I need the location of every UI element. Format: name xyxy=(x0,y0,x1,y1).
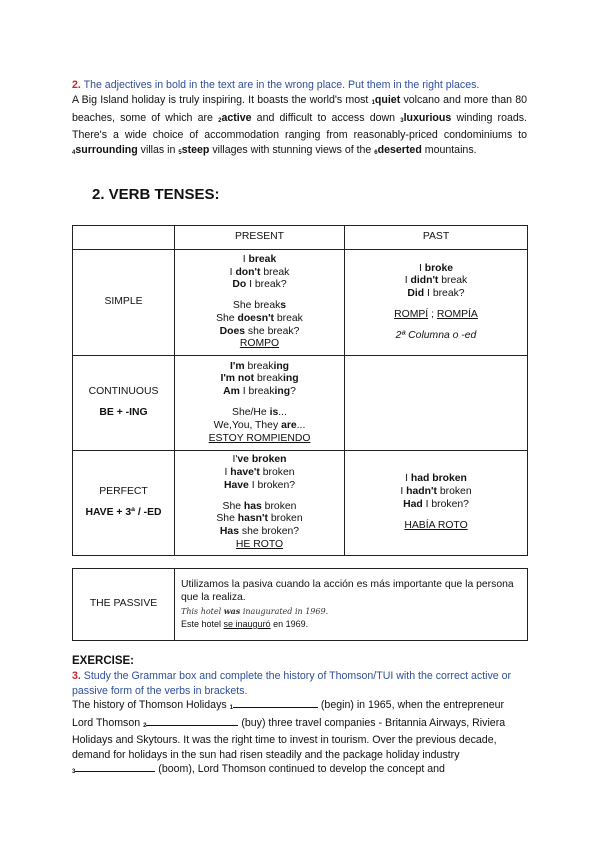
text-segment: m xyxy=(235,360,245,372)
text-segment: break xyxy=(244,360,274,372)
text-segment: I' xyxy=(232,454,238,466)
text-segment: I break? xyxy=(424,288,465,300)
text-segment: demand for holidays in the sun had risen steadily and the package holiday industry xyxy=(72,748,460,761)
text-segment: HE ROTO xyxy=(235,538,284,550)
passive-example-en xyxy=(181,605,521,619)
text-segment: I break xyxy=(239,386,275,398)
answer-blank[interactable] xyxy=(233,698,318,708)
table-line xyxy=(175,480,344,493)
item-number: 3 xyxy=(400,117,404,124)
table-line xyxy=(175,373,344,386)
text-segment: broken xyxy=(436,486,472,498)
text-segment: The history of Thomson Holidays xyxy=(72,699,230,711)
exercise2-instruction: 2. The adjectives in bold in the text are in the wrong place. Put them in the right places. xyxy=(72,79,480,91)
table-row-simple xyxy=(73,250,528,356)
item-number: 1 xyxy=(229,705,233,711)
passive-table xyxy=(72,568,528,641)
table-line xyxy=(175,501,344,514)
text-line xyxy=(72,762,527,780)
text-segment: she broken? xyxy=(238,526,300,538)
text-segment: This hotel xyxy=(181,606,224,616)
perfect-past xyxy=(345,451,528,556)
text-segment: She xyxy=(216,312,238,324)
text-segment: had broken xyxy=(410,473,467,485)
simple-past xyxy=(345,250,528,356)
text-segment: I xyxy=(242,253,249,265)
item-number: 1 xyxy=(371,100,375,106)
text-segment: is xyxy=(269,407,279,418)
passive-label: THE PASSIVE xyxy=(73,569,175,641)
text-segment: ESTOY ROMPIENDO xyxy=(208,432,311,444)
text-segment: Lord Thomson xyxy=(72,716,144,729)
table-line xyxy=(175,386,344,399)
table-line xyxy=(175,338,344,351)
text-segment: I' xyxy=(229,360,236,372)
text-segment: quiet xyxy=(374,94,401,106)
table-line xyxy=(175,407,344,420)
simple-present xyxy=(175,250,345,356)
text-segment: Did xyxy=(407,288,425,300)
text-segment: mountains. xyxy=(421,143,477,156)
text-segment: Has xyxy=(219,526,239,538)
row-label: CONTINUOUS xyxy=(88,386,159,398)
text-segment: break xyxy=(248,253,277,265)
text-segment: break xyxy=(254,373,283,385)
continuous-present xyxy=(175,356,345,451)
table-line xyxy=(175,300,344,313)
text-segment: have't xyxy=(230,467,260,478)
item-number: 6 xyxy=(374,149,378,156)
text-segment: steep xyxy=(181,143,210,156)
answer-blank[interactable] xyxy=(146,716,238,726)
text-line xyxy=(72,716,527,734)
text-segment: ing xyxy=(274,386,291,398)
text-segment: don't xyxy=(235,266,261,278)
table-line xyxy=(175,254,344,267)
table-line xyxy=(345,520,527,533)
text-line xyxy=(72,748,527,763)
text-segment: she break? xyxy=(245,325,300,337)
text-segment: Does xyxy=(219,325,246,337)
text-segment: surrounding xyxy=(75,143,138,156)
passive-explanation: Utilizamos la pasiva cuando la acción es más importante que la persona que la realiza. xyxy=(181,578,514,603)
table-line xyxy=(345,309,527,322)
text-segment: se inauguró xyxy=(223,619,271,629)
item-number: 2 xyxy=(218,117,222,124)
table-line xyxy=(175,361,344,374)
text-segment: I break? xyxy=(246,279,287,291)
text-segment: ... xyxy=(296,419,306,431)
exercise-heading: EXERCISE: xyxy=(72,655,134,667)
passive-example-es xyxy=(181,618,521,632)
text-segment: I xyxy=(404,275,411,287)
table-line xyxy=(175,467,344,480)
section-heading: 2. VERB TENSES: xyxy=(92,186,220,203)
text-segment: has xyxy=(243,500,262,512)
text-segment: and difficult to access down xyxy=(251,111,401,124)
table-line xyxy=(175,313,344,326)
text-segment: She xyxy=(216,513,238,525)
text-segment: She/He xyxy=(232,407,270,418)
table-line xyxy=(175,454,344,467)
text-segment: en 1969. xyxy=(270,619,309,629)
text-segment: 2ª Columna o -ed xyxy=(395,329,477,341)
text-segment: I xyxy=(229,266,236,278)
text-segment: I xyxy=(418,262,425,274)
text-segment: ing xyxy=(273,360,290,372)
text-segment: She break xyxy=(232,300,281,312)
row-label: SIMPLE xyxy=(73,250,175,356)
table-line xyxy=(345,473,527,486)
text-segment: (boom), Lord Thomson continued to develop the concept and xyxy=(155,763,445,776)
row-label: PERFECT xyxy=(99,486,148,498)
text-segment: I xyxy=(224,467,231,478)
table-line xyxy=(345,263,527,276)
text-segment: HABÍA ROTO xyxy=(404,519,468,531)
table-line xyxy=(175,539,344,552)
text-segment: break xyxy=(438,275,468,287)
text-segment: Do xyxy=(232,279,247,291)
text-segment: ROMPO xyxy=(239,338,280,350)
header-past: PAST xyxy=(345,226,528,250)
row-formula: HAVE + 3ª / -ED xyxy=(85,507,162,518)
text-segment: (begin) in 1965, when the entrepreneur xyxy=(317,699,505,711)
text-segment: ROMPÍA xyxy=(436,308,478,320)
text-segment: broken xyxy=(261,500,297,512)
exercise3-instruction: 3. Study the Grammar box and complete the history of Thomson/TUI with the correct active or passive form of the verbs in brackets. xyxy=(72,670,512,697)
text-segment: broken xyxy=(259,467,295,478)
row-formula: BE + -ING xyxy=(99,407,148,418)
text-segment: Have xyxy=(223,479,249,491)
text-segment: active xyxy=(221,111,252,124)
header-present: PRESENT xyxy=(175,226,345,250)
text-segment: (buy) three travel companies - Britannia Airways, Riviera xyxy=(238,716,506,729)
text-segment: Had xyxy=(403,499,423,510)
text-segment: ; xyxy=(428,308,437,320)
text-segment: Am xyxy=(223,386,240,398)
text-segment: was xyxy=(223,605,241,616)
text-segment: villas in xyxy=(137,143,179,156)
text-segment: I xyxy=(405,473,411,485)
item-number: 5 xyxy=(178,149,182,156)
continuous-past xyxy=(345,356,528,451)
text-segment: I broken? xyxy=(248,479,296,491)
text-segment: I'm not xyxy=(220,373,255,385)
text-segment: Este hotel xyxy=(181,619,224,629)
table-line xyxy=(345,486,527,499)
text-segment: deserted xyxy=(377,143,422,156)
text-segment: volcano and more than 80 beaches, some of which are xyxy=(72,94,527,124)
answer-blank[interactable] xyxy=(75,762,155,772)
text-segment: I xyxy=(400,486,407,498)
text-segment: A Big Island holiday is truly inspiring. It boasts the world's most xyxy=(72,94,372,106)
text-segment: doesn't xyxy=(237,312,274,324)
table-line xyxy=(175,267,344,280)
text-segment: hasn't xyxy=(237,513,268,525)
table-line xyxy=(345,330,527,343)
text-segment: winding roads. There's a wide choice of accommodation ranging from reasonably-priced condominiums to xyxy=(72,111,527,142)
text-segment: Holidays and Skytours. It was the right time to invest in tourism. Over the previous decade, xyxy=(72,734,497,747)
text-segment: She xyxy=(222,500,244,512)
text-segment: ing xyxy=(282,373,299,385)
text-segment: inaugurated in 1969. xyxy=(240,606,329,616)
verb-tenses-table xyxy=(72,225,528,556)
item-number: 3 xyxy=(72,769,76,776)
item-number: 2 xyxy=(143,722,147,729)
text-segment: ROMPÍ xyxy=(394,308,429,320)
text-segment: break xyxy=(260,266,290,278)
table-line xyxy=(345,288,527,301)
table-row-continuous xyxy=(73,356,528,451)
text-segment: ve broken xyxy=(237,454,287,466)
table-row-perfect xyxy=(73,451,528,556)
text-segment: hadn't xyxy=(406,486,437,498)
text-segment: didn't xyxy=(410,275,439,287)
text-segment: break xyxy=(274,312,303,324)
table-line xyxy=(175,513,344,526)
text-segment: We,You, They xyxy=(213,419,282,431)
text-line xyxy=(72,733,527,748)
text-segment: villages with stunning views of the xyxy=(209,143,375,156)
text-segment: are xyxy=(281,419,297,431)
table-line xyxy=(175,433,344,446)
text-segment: I broken? xyxy=(422,499,469,510)
table-line xyxy=(175,326,344,339)
table-line xyxy=(175,420,344,433)
exercise2-paragraph xyxy=(72,93,527,160)
table-line xyxy=(345,275,527,288)
text-segment: broke xyxy=(424,262,454,274)
text-segment: ? xyxy=(290,386,296,398)
text-segment: luxurious xyxy=(403,111,452,124)
text-segment: ... xyxy=(278,407,287,418)
table-line xyxy=(175,279,344,292)
perfect-present xyxy=(175,451,345,556)
exercise3-text xyxy=(72,698,527,780)
text-segment: s xyxy=(280,300,287,312)
item-number: 4 xyxy=(72,149,76,156)
table-header-row xyxy=(73,226,528,250)
text-segment: broken xyxy=(267,513,303,525)
text-line xyxy=(72,698,527,716)
table-line xyxy=(345,499,527,512)
table-line xyxy=(175,526,344,539)
